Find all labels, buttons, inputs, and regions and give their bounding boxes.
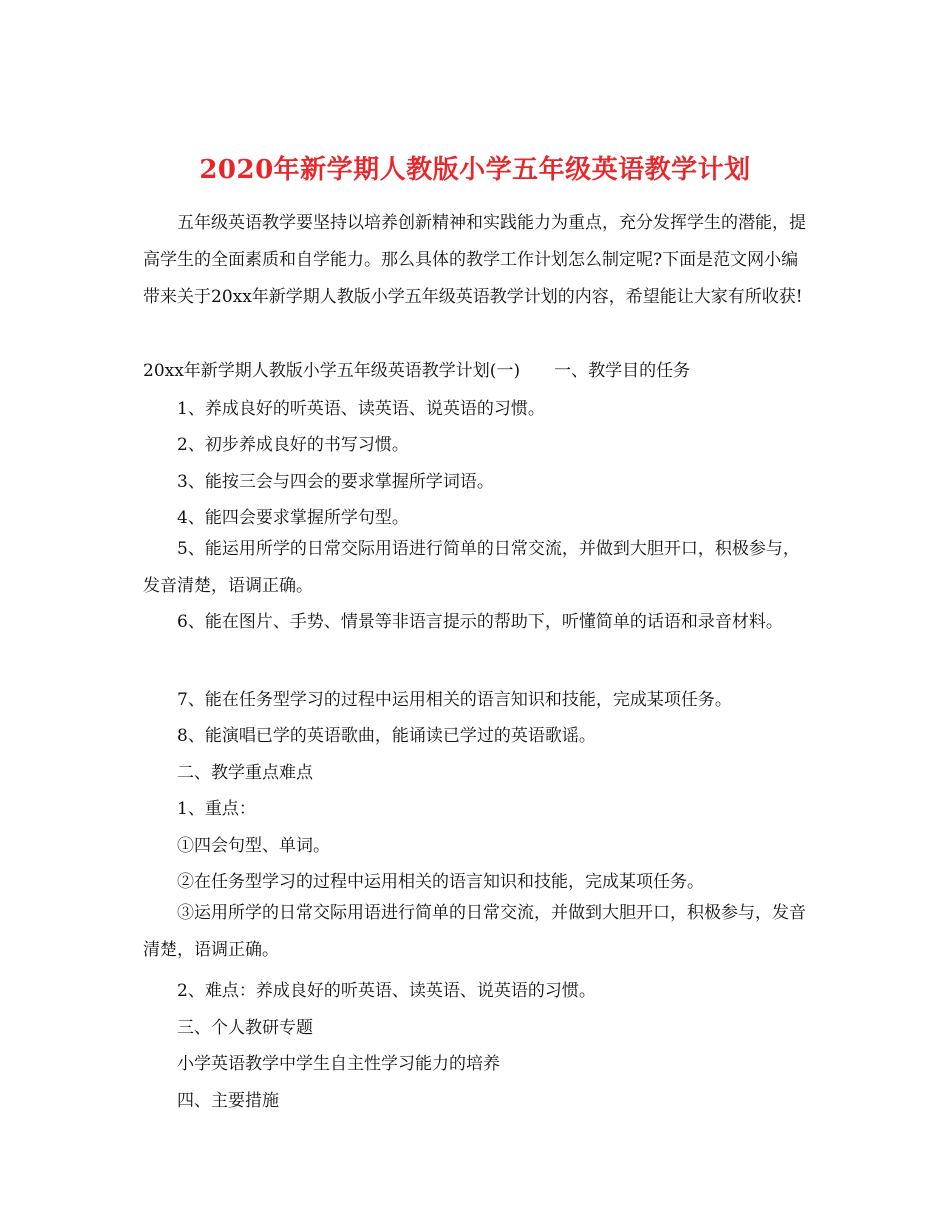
document-title: 2020年新学期人教版小学五年级英语教学计划 xyxy=(199,155,751,186)
goal-item-7: 7、能在任务型学习的过程中运用相关的语言知识和技能，完成某项任务。 xyxy=(177,690,732,710)
research-topic: 小学英语教学中学生自主性学习能力的培养 xyxy=(177,1054,500,1074)
goal-item-3: 3、能按三会与四会的要求掌握所学词语。 xyxy=(177,472,494,492)
section-heading-4: 四、主要措施 xyxy=(177,1091,279,1111)
goal-item-4: 4、能四会要求掌握所学句型。 xyxy=(177,508,409,528)
key-point-2: ②在任务型学习的过程中运用相关的语言知识和技能，完成某项任务。 xyxy=(177,872,704,892)
goal-item-8: 8、能演唱已学的英语歌曲，能诵读已学过的英语歌谣。 xyxy=(177,726,596,746)
goal-item-2: 2、初步养成良好的书写习惯。 xyxy=(177,435,409,455)
section-heading-2: 二、教学重点难点 xyxy=(177,763,313,783)
section-heading-3: 三、个人教研专题 xyxy=(177,1018,313,1038)
plan-subtitle-line: 20xx年新学期人教版小学五年级英语教学计划(一) 一、教学目的任务 xyxy=(143,361,691,381)
key-point-3: ③运用所学的日常交际用语进行简单的日常交流，并做到大胆开口，积极参与，发音清楚，语调正确。 xyxy=(143,903,806,960)
intro-paragraph: 五年级英语教学要坚持以培养创新精神和实践能力为重点，充分发挥学生的潜能，提高学生的全面素质和自学能力。那么具体的教学工作计划怎么制定呢?下面是范文网小编带来关于20xx年新学期人教版小学五年级英语教学计划的内容，希望能让大家有所收获! xyxy=(143,213,806,307)
goal-item-1: 1、养成良好的听英语、读英语、说英语的习惯。 xyxy=(177,399,545,419)
goal-item-5: 5、能运用所学的日常交际用语进行简单的日常交流，并做到大胆开口，积极参与，发音清楚，语调正确。 xyxy=(143,539,800,596)
key-points-heading: 1、重点： xyxy=(177,799,256,819)
goal-item-6: 6、能在图片、手势、情景等非语言提示的帮助下，听懂简单的话语和录音材料。 xyxy=(177,612,783,632)
key-point-1: ①四会句型、单词。 xyxy=(177,836,330,856)
difficult-point: 2、难点：养成良好的听英语、读英语、说英语的习惯。 xyxy=(177,981,596,1001)
